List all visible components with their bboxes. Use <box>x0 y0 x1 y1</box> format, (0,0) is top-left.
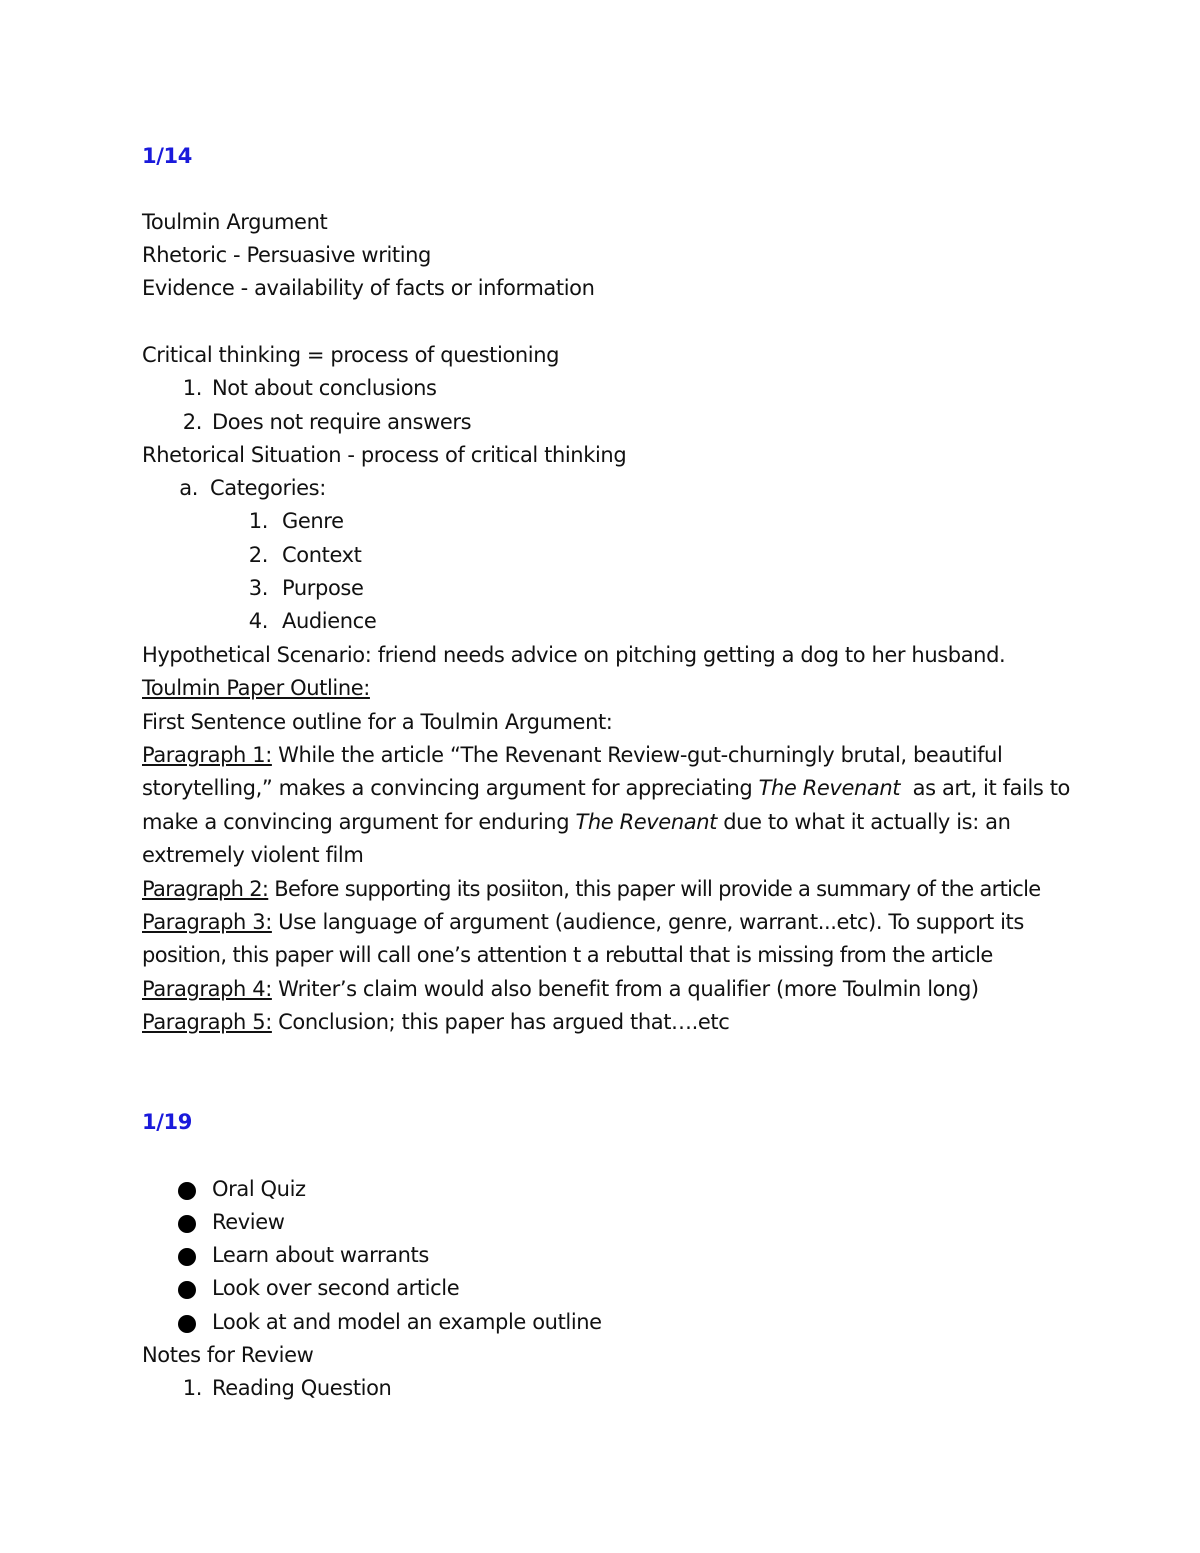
paragraph-3-line <box>142 939 993 972</box>
list-marker: 1. <box>182 376 202 400</box>
paragraph-text: Before supporting its posiiton, this paper will provide a summary of the article <box>274 877 1041 901</box>
bullet-item-text: Review <box>212 1210 285 1234</box>
paragraph-text: make a convincing argument for enduring <box>142 810 570 834</box>
note-line-hypothetical-scenario: Hypothetical Scenario: friend needs advice on pitching getting a dog to her husband. <box>142 643 1006 667</box>
numbered-list-item <box>176 406 471 439</box>
paragraph-label: Paragraph 1: <box>142 743 272 767</box>
list-marker: a. <box>179 476 198 500</box>
category-list-item <box>246 505 344 538</box>
paragraph-text: position, this paper will call one’s attention t a rebuttal that is missing from the article <box>142 943 993 967</box>
lettered-list-item <box>176 472 326 505</box>
category-list-item <box>246 572 363 605</box>
category-list-item <box>246 539 361 572</box>
paragraph-text: storytelling,” makes a convincing argument for appreciating <box>142 776 753 800</box>
bullet-icon <box>178 1281 196 1299</box>
note-line-evidence: Evidence - availability of facts or information <box>142 276 595 300</box>
date-heading-1-14: 1/14 <box>142 144 192 168</box>
paragraph-text: due to what it actually is: an <box>723 810 1011 834</box>
film-title: The Revenant <box>758 776 901 800</box>
bullet-icon <box>178 1315 196 1333</box>
paragraph-1-line <box>142 739 1002 772</box>
bullet-icon <box>178 1182 196 1200</box>
list-item-text: Purpose <box>282 576 364 600</box>
list-marker: 1. <box>182 1376 202 1400</box>
list-item-text: Not about conclusions <box>212 376 437 400</box>
list-item-text: Does not require answers <box>212 410 472 434</box>
note-line-rhetorical-situation: Rhetorical Situation - process of critical thinking <box>142 443 627 467</box>
paragraph-text: Writer’s claim would also benefit from a qualifier (more Toulmin long) <box>278 977 979 1001</box>
list-item-text: Categories: <box>210 476 326 500</box>
bullet-item-text: Look at and model an example outline <box>212 1310 602 1334</box>
list-marker: 4. <box>248 609 268 633</box>
list-item-text: Context <box>282 543 362 567</box>
paragraph-label: Paragraph 2: <box>142 877 269 901</box>
list-item-text: Reading Question <box>212 1376 392 1400</box>
paragraph-1-line <box>142 839 363 872</box>
paragraph-text: as art, it fails to <box>912 776 1071 800</box>
category-list-item <box>246 605 376 638</box>
paragraph-label: Paragraph 3: <box>142 910 272 934</box>
paragraph-text: extremely violent film <box>142 843 364 867</box>
film-title: The Revenant <box>575 810 717 834</box>
note-line-critical-thinking: Critical thinking = process of questioning <box>142 343 560 367</box>
list-item-text: Audience <box>282 609 377 633</box>
note-line-rhetoric: Rhetoric - Persuasive writing <box>142 243 431 267</box>
paragraph-1-line <box>142 806 1011 839</box>
paragraph-label: Paragraph 5: <box>142 1010 272 1034</box>
numbered-list-item <box>176 372 437 405</box>
outline-heading: Toulmin Paper Outline: <box>142 676 370 700</box>
list-item-text: Genre <box>282 509 344 533</box>
date-heading-1-19: 1/19 <box>142 1110 192 1134</box>
paragraph-2-line <box>142 873 1040 906</box>
paragraph-3-line <box>142 906 1024 939</box>
list-marker: 2. <box>248 543 268 567</box>
bullet-item-text: Learn about warrants <box>212 1243 429 1267</box>
bullet-item-text: Oral Quiz <box>212 1177 306 1201</box>
paragraph-text: Use language of argument (audience, genre, warrant...etc). To support its <box>278 910 1024 934</box>
notes-heading: Notes for Review <box>142 1343 314 1367</box>
note-line-first-sentence: First Sentence outline for a Toulmin Argument: <box>142 710 613 734</box>
bullet-item-text: Look over second article <box>212 1276 460 1300</box>
bullet-icon <box>178 1248 196 1266</box>
paragraph-text: Conclusion; this paper has argued that….etc <box>278 1010 730 1034</box>
list-marker: 3. <box>248 576 268 600</box>
list-marker: 2. <box>182 410 202 434</box>
numbered-list-item <box>176 1372 391 1405</box>
paragraph-text: While the article “The Revenant Review-gut-churningly brutal, beautiful <box>278 743 1003 767</box>
paragraph-5-line <box>142 1006 729 1039</box>
paragraph-1-line <box>142 772 1070 805</box>
bullet-icon <box>178 1215 196 1233</box>
list-marker: 1. <box>248 509 268 533</box>
paragraph-label: Paragraph 4: <box>142 977 272 1001</box>
paragraph-4-line <box>142 973 979 1006</box>
note-line-toulmin-argument: Toulmin Argument <box>142 210 328 234</box>
